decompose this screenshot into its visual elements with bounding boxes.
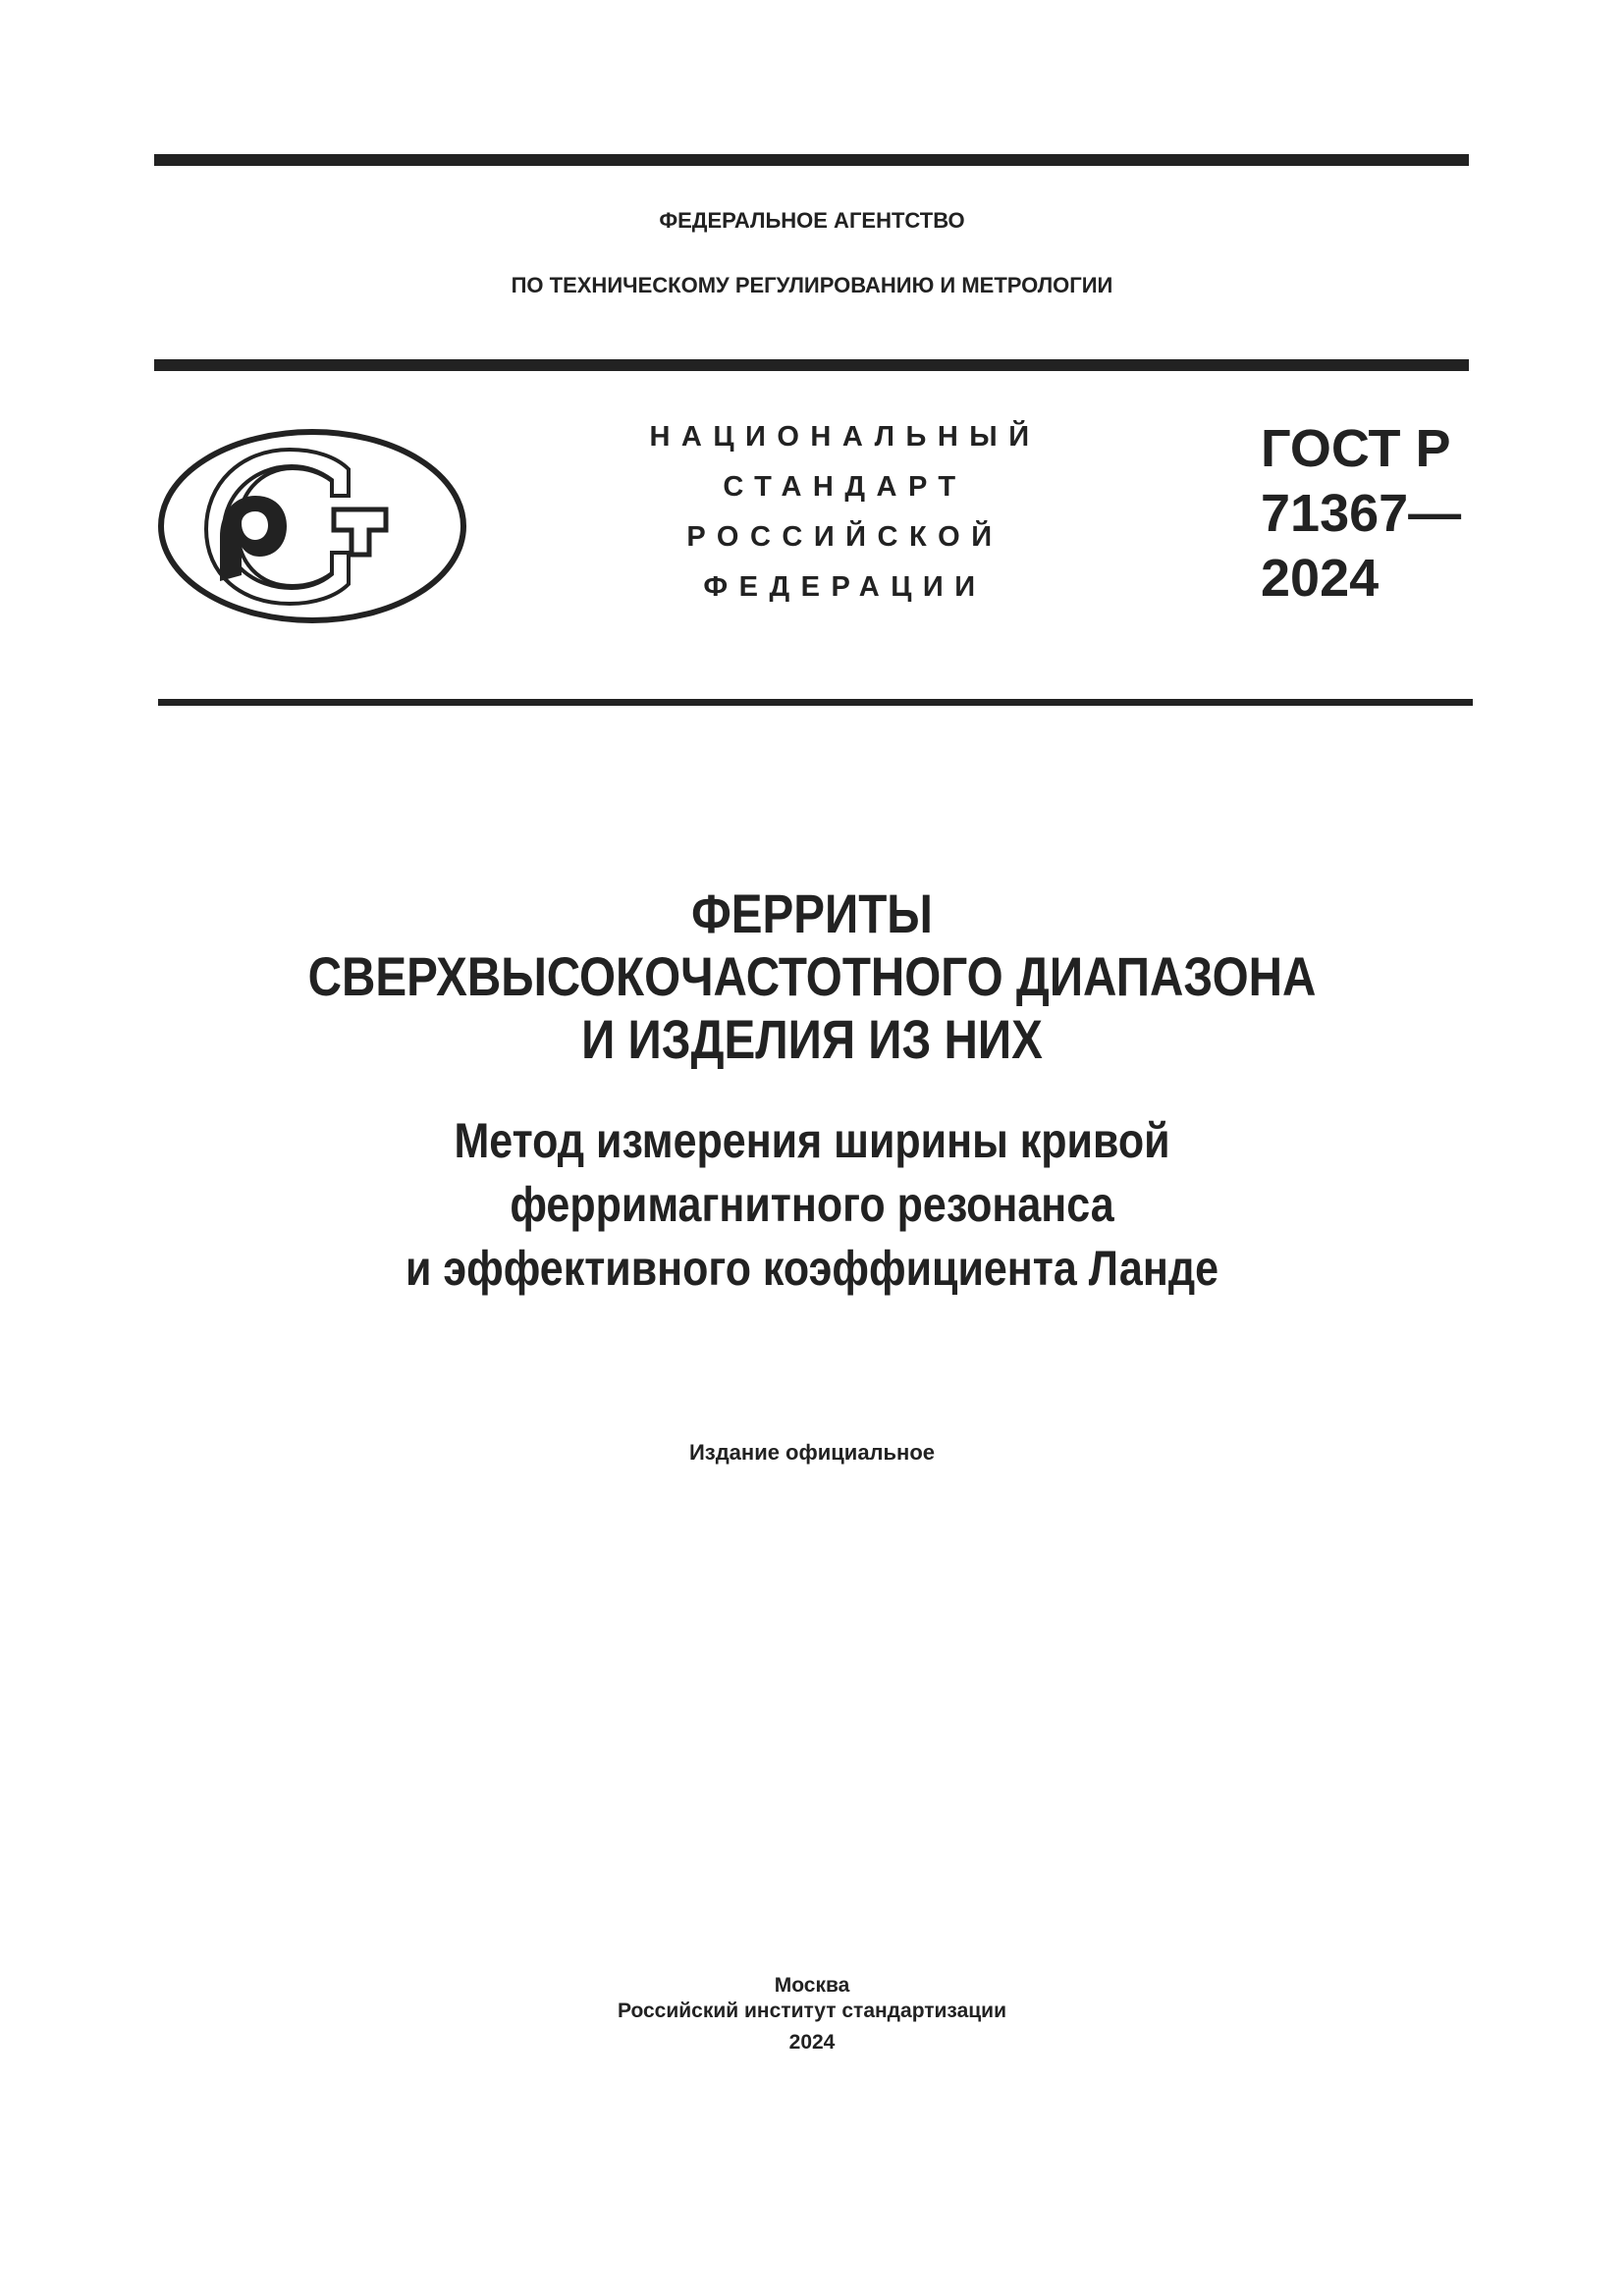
title-line: И ИЗДЕЛИЯ ИЗ НИХ (581, 1008, 1043, 1070)
agency-name-line-2: ПО ТЕХНИЧЕСКОМУ РЕГУЛИРОВАНИЮ И МЕТРОЛОГИИ (511, 273, 1113, 297)
standard-type-line: ФЕДЕРАЦИИ (703, 571, 987, 603)
designation-line: ГОСТ Р (1261, 419, 1451, 478)
document-subtitle (0, 1109, 1624, 1301)
subtitle-line: Метод измерения ширины кривой (454, 1113, 1170, 1168)
agency-name-line-1: ФЕДЕРАЛЬНОЕ АГЕНТСТВО (659, 208, 965, 233)
designation-line: 2024 (1261, 549, 1380, 608)
designation-line: 71367— (1261, 484, 1462, 543)
publisher-name: Российский институт стандартизации (617, 2000, 1007, 2022)
publication-year: 2024 (788, 2031, 836, 2054)
standard-type-line: НАЦИОНАЛЬНЫЙ (649, 421, 1041, 453)
standard-type-line: РОССИЙСКОЙ (686, 521, 1003, 553)
standard-type-block (609, 412, 1070, 613)
standard-designation (1261, 416, 1461, 611)
top-rule (154, 154, 1469, 166)
header-rule (154, 359, 1469, 371)
subtitle-line: ферримагнитного резонанса (510, 1177, 1114, 1232)
title-line: СВЕРХВЫСОКОЧАСТОТНОГО ДИАПАЗОНА (307, 945, 1317, 1007)
document-title (0, 882, 1624, 1071)
masthead-rule (158, 699, 1473, 706)
edition-label: Издание официальное (688, 1440, 936, 1465)
publication-city: Москва (774, 1974, 850, 1997)
standard-type-line: СТАНДАРТ (723, 471, 967, 503)
subtitle-line: и эффективного коэффициента Ланде (405, 1241, 1219, 1296)
title-line: ФЕРРИТЫ (691, 882, 933, 944)
rst-certification-mark-icon (157, 427, 471, 625)
